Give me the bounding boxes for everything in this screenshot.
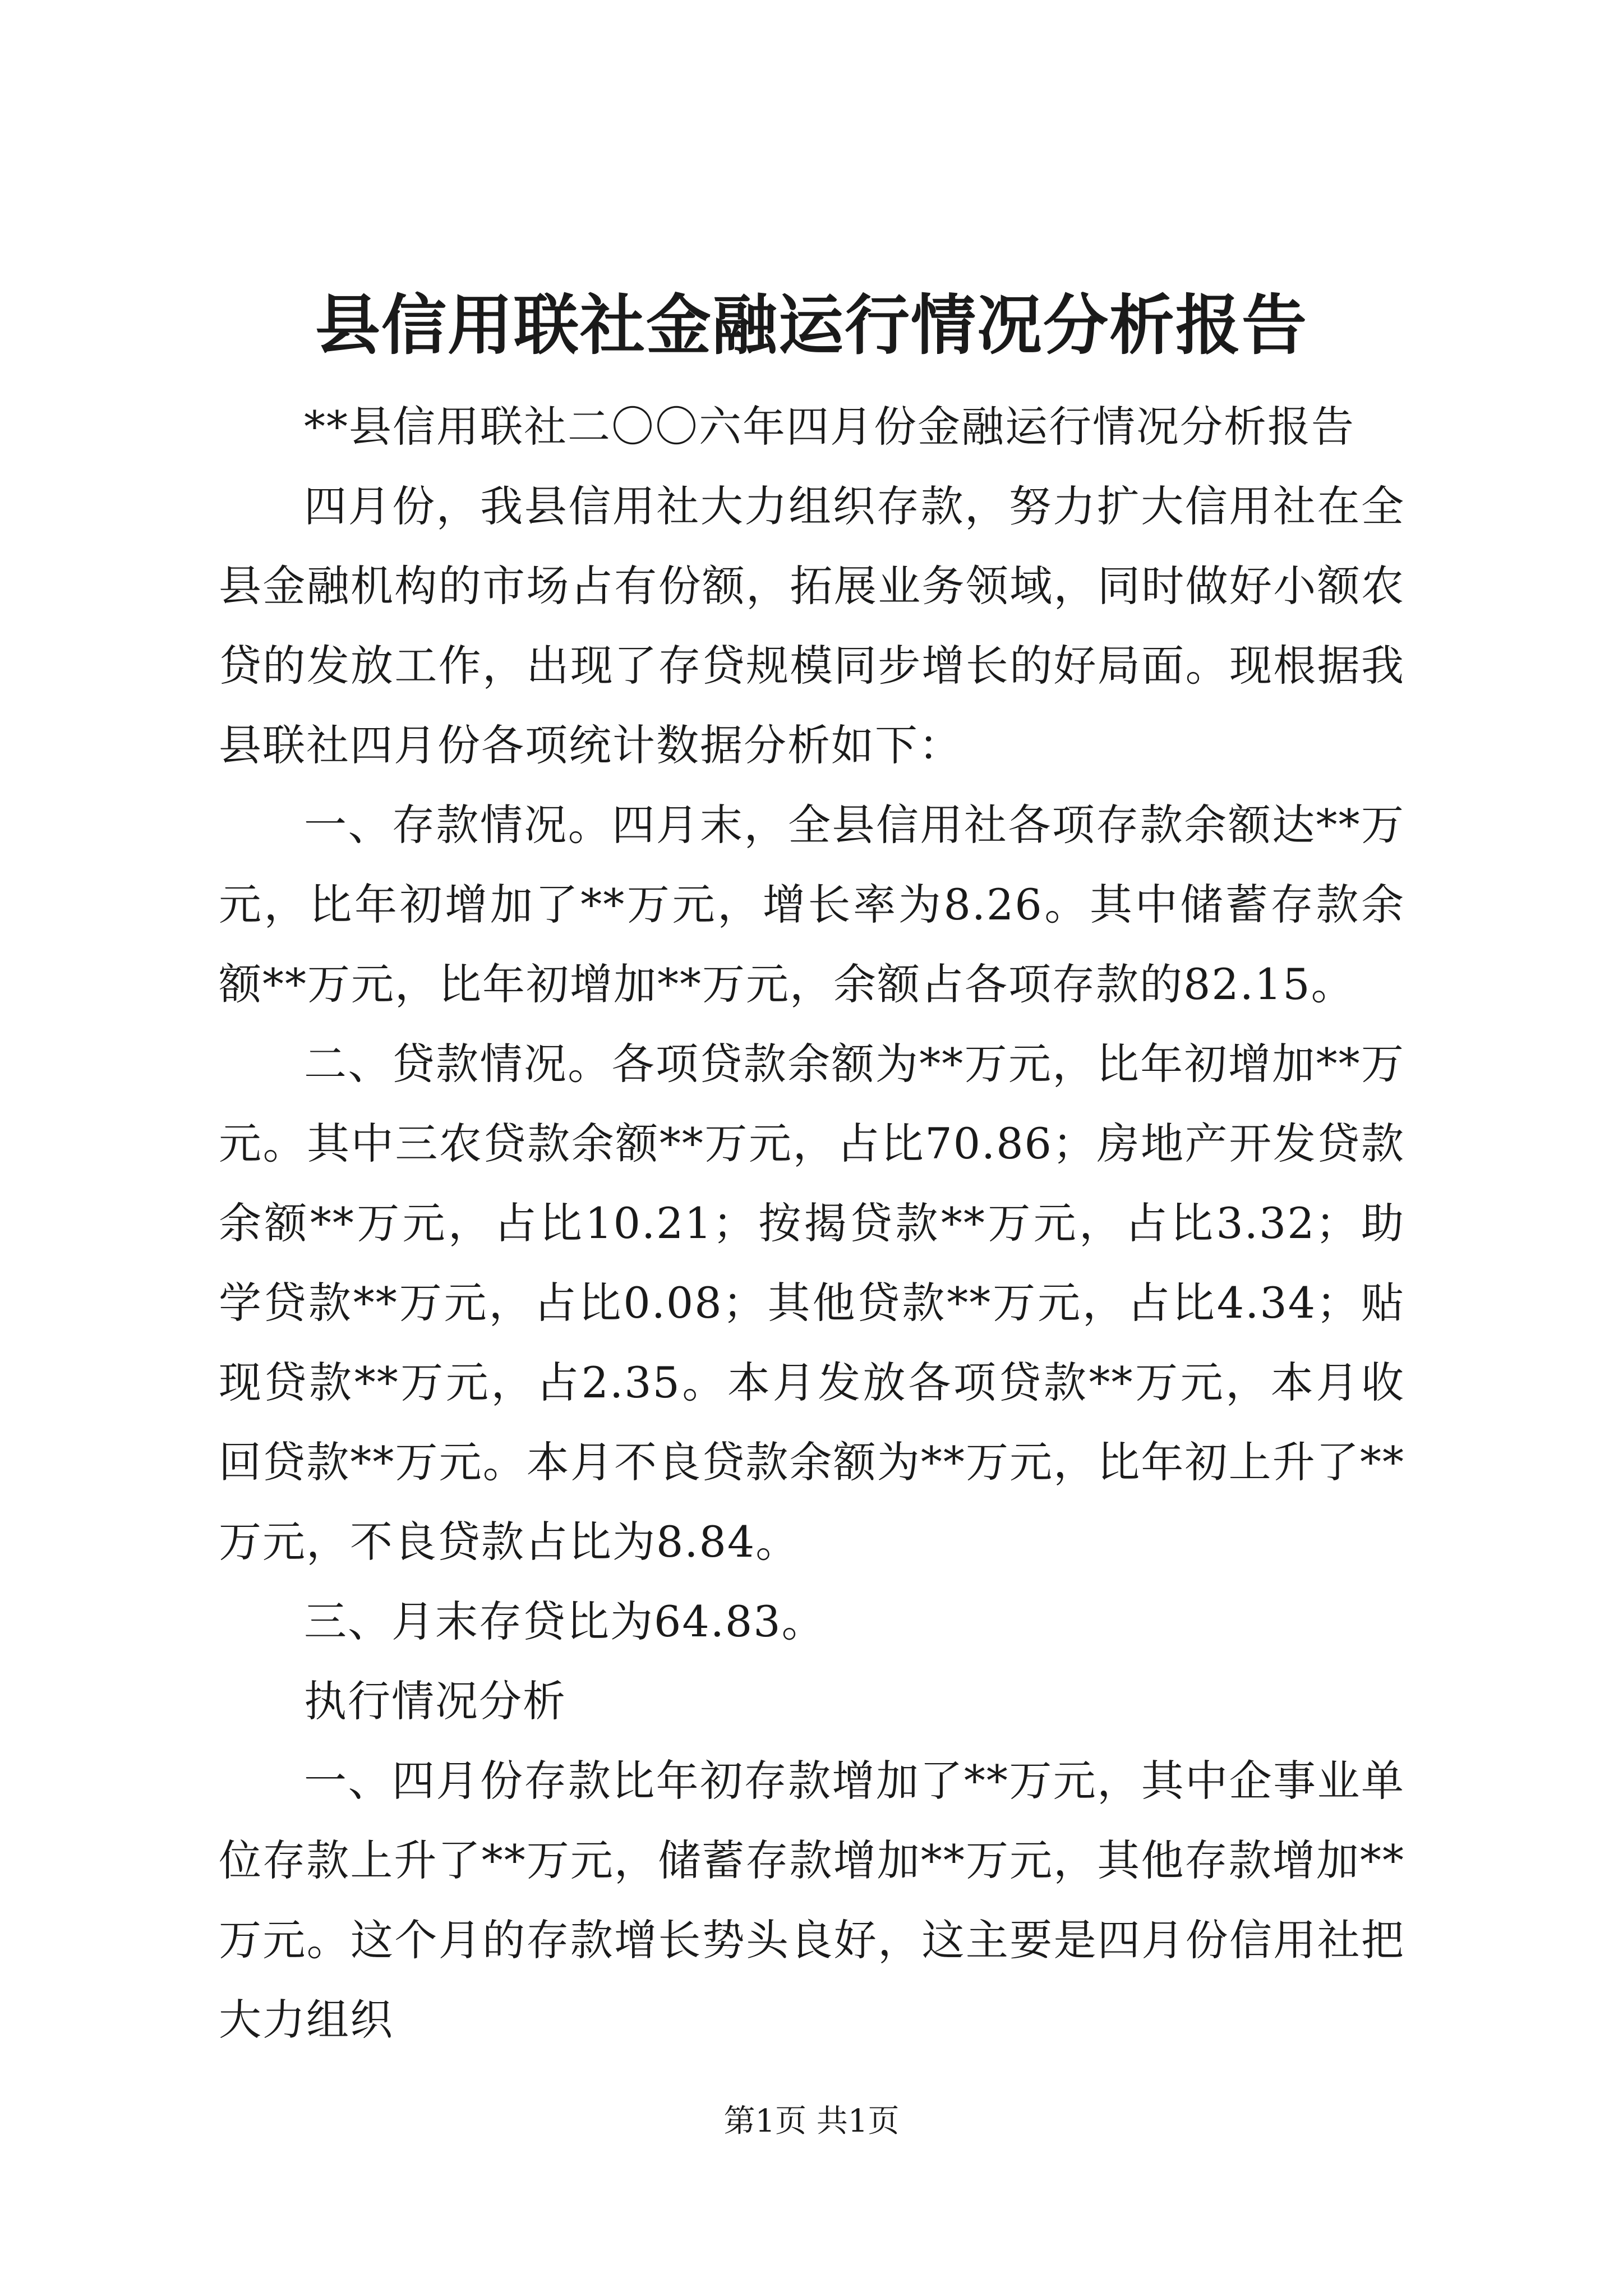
section-heading: 执行情况分析 [304,1676,566,1726]
document-title: 县信用联社金融运行情况分析报告 [315,287,1308,364]
intro-paragraph: 四月份，我县信用社大力组织存款，努力扩大信用社在全县金融机构的市场占有份额，拓展业务领域，同时做好小额农贷的发放工作，出现了存贷规模同步增长的好局面。现根据我县联社四月份各项统计数据分析如下： [219,481,1405,770]
deposit-paragraph: 一、存款情况。四月末，全县信用社各项存款余额达**万元，比年初增加了**万元，增长率为8.26。其中储蓄存款余额**万元，比年初增加**万元，余额占各项存款的82.15。 [219,800,1405,1009]
page-footer: 第1页 共1页 [723,2103,900,2139]
analysis-paragraph: 一、四月份存款比年初存款增加了**万元，其中企事业单位存款上升了**万元，储蓄存款增加**万元，其他存款增加**万元。这个月的存款增长势头良好，这主要是四月份信用社把大力组织 [219,1756,1405,2045]
subtitle-paragraph: **县信用联社二〇〇六年四月份金融运行情况分析报告 [304,402,1355,452]
loan-paragraph: 二、贷款情况。各项贷款余额为**万元，比年初增加**万元。其中三农贷款余额**万元，占比70.86；房地产开发贷款余额**万元，占比10.21；按揭贷款**万元，占比3.32；助学贷款**万元，占比0.08；其他贷款**万元，占比4.34；贴现贷款**万元，占2.35。本月发放各项贷款**万元，本月收回贷款**万元。本月不良贷款余额为**万元，比年初上升了**万元，不良贷款占比为8.84。 [219,1039,1405,1567]
document-body [219,387,1405,2060]
ratio-paragraph: 三、月末存贷比为64.83。 [304,1596,826,1646]
